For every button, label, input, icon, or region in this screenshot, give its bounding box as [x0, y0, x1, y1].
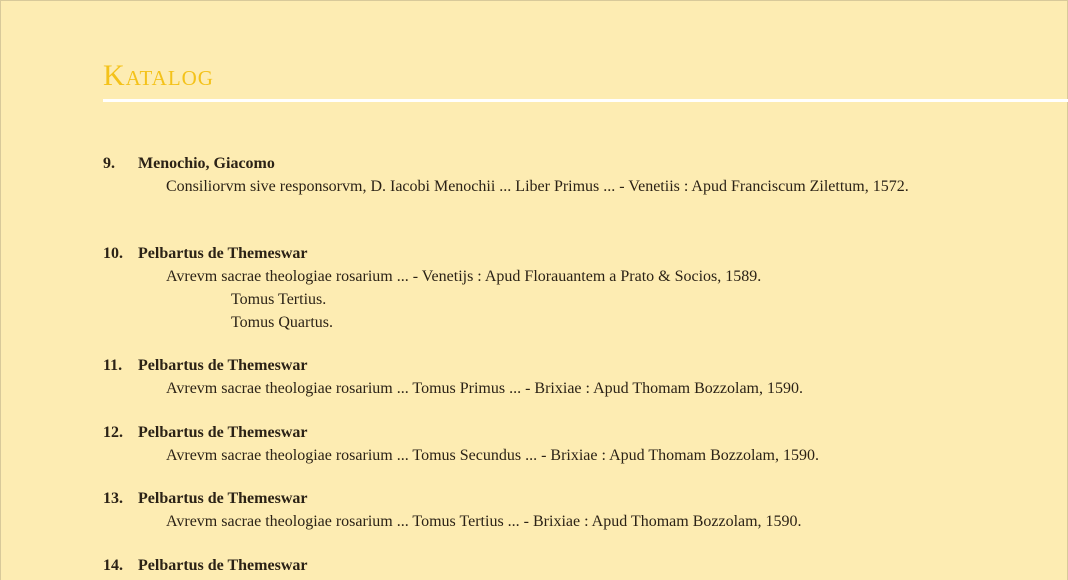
entry-number: 9.: [103, 155, 115, 172]
entry-author: Menochio, Giacomo: [138, 155, 275, 172]
entry-description: Consiliorvm sive responsorvm, D. Iacobi Menochii ... Liber Primus ... - Venetiis : Apud Franciscum Zilettum, 1572.: [166, 178, 909, 195]
entry-volume-line: Tomus Quartus.: [231, 314, 333, 331]
entry-author: Pelbartus de Themeswar: [138, 557, 308, 574]
page-title: Katalog: [103, 59, 214, 92]
entry-description: Avrevm sacrae theologiae rosarium ... Tomus Primus ... - Brixiae : Apud Thomam Bozzolam, 1590.: [166, 380, 803, 397]
header-divider: [103, 99, 1068, 102]
entry-number: 10.: [103, 245, 123, 262]
entry-description: Avrevm sacrae theologiae rosarium ... Tomus Tertius ... - Brixiae : Apud Thomam Bozzolam, 1590.: [166, 513, 802, 530]
entry-number: 14.: [103, 557, 123, 574]
entry-author: Pelbartus de Themeswar: [138, 424, 308, 441]
entry-number: 11.: [103, 357, 123, 374]
entry-author: Pelbartus de Themeswar: [138, 490, 308, 507]
entry-description: Avrevm sacrae theologiae rosarium ... - Venetijs : Apud Florauantem a Prato & Socios, 1589.: [166, 268, 762, 285]
entry-number: 13.: [103, 490, 123, 507]
entry-volume-line: Tomus Tertius.: [231, 291, 327, 308]
entry-author: Pelbartus de Themeswar: [138, 357, 308, 374]
entry-author: Pelbartus de Themeswar: [138, 245, 308, 262]
entry-number: 12.: [103, 424, 123, 441]
entry-description: Avrevm sacrae theologiae rosarium ... Tomus Secundus ... - Brixiae : Apud Thomam Bozzolam, 1590.: [166, 447, 819, 464]
